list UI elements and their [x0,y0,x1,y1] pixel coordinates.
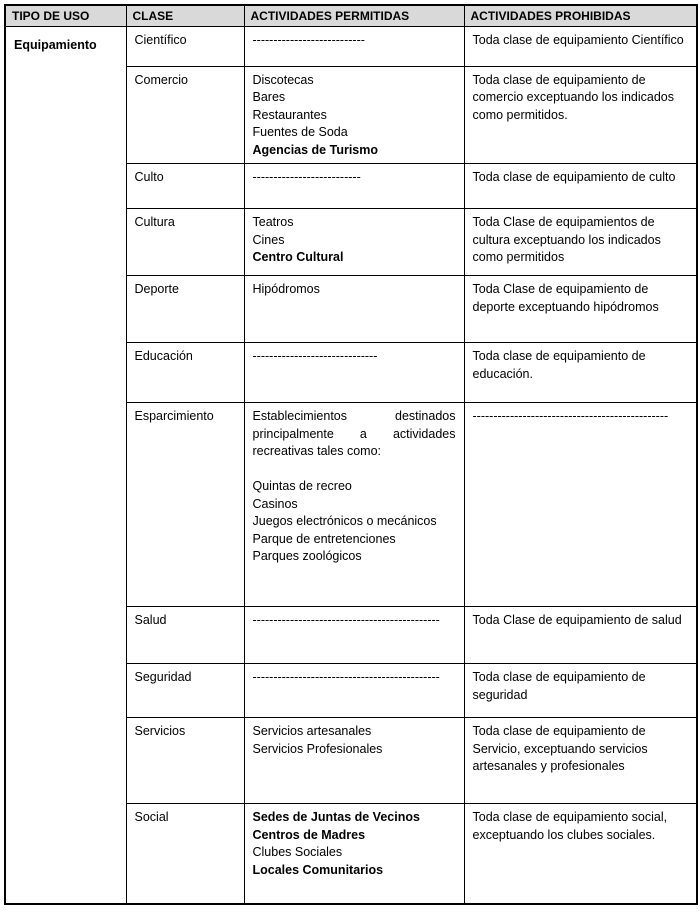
permitida-line: Parques zoológicos [252,549,362,563]
permitida-line: Parque de entretenciones [252,531,396,546]
permitida-line: Cines [252,232,285,247]
header-actividades-prohibidas: ACTIVIDADES PROHIBIDAS [464,5,697,26]
clase-cell: Científico [126,26,244,66]
header-row [5,5,697,26]
actividades-permitidas-cell [244,403,464,607]
actividades-permitidas-cell [244,26,464,66]
actividades-prohibidas-cell: Toda Clase de equipamiento de deporte exceptuando hipódromos [464,276,697,343]
clase-cell: Comercio [126,66,244,164]
permitida-line: Centro Cultural [252,250,344,264]
header-tipo-de-uso: TIPO DE USO [5,5,126,26]
permitida-line: Casinos [252,496,298,511]
permitida-line: Agencias de Turismo [252,142,378,157]
actividades-permitidas-cell [244,664,464,718]
permitida-line: Fuentes de Soda [252,125,348,139]
permitida-line: --------------------------- [252,32,365,47]
permitida-line: Servicios artesanales [252,724,372,738]
table-row [5,26,697,66]
actividades-prohibidas-cell: ----------------------------------------------- [464,403,697,607]
permitida-line: Sedes de Juntas de Vecinos [252,810,420,824]
clase-cell: Servicios [126,718,244,804]
actividades-permitidas-cell [244,607,464,664]
actividades-prohibidas-cell: Toda clase de equipamiento de seguridad [464,664,697,718]
clase-cell: Seguridad [126,664,244,718]
permitida-line: Bares [252,90,286,104]
actividades-prohibidas-cell: Toda clase de equipamiento de comercio exceptuando los indicados como permitidos. [464,66,697,164]
actividades-permitidas-cell [244,804,464,904]
clase-cell: Educación [126,343,244,403]
header-clase: CLASE [126,5,244,26]
clase-cell: Salud [126,607,244,664]
permitida-line: Juegos electrónicos o mecánicos [252,514,437,528]
permitida-line: ------------------------------ [252,349,378,363]
actividades-prohibidas-cell: Toda Clase de equipamientos de cultura exceptuando los indicados como permitidos [464,209,697,276]
blank-line [253,461,456,479]
permitida-line: Restaurantes [252,107,327,122]
clase-cell: Esparcimiento [126,403,244,607]
permitida-line: --------------------------------------------- [252,670,440,684]
permitida-line: Teatros [252,215,294,229]
permitida-line: Locales Comunitarios [252,862,384,877]
actividades-prohibidas-cell: Toda clase de equipamiento de culto [464,164,697,209]
land-use-table [4,4,698,905]
permitida-line: -------------------------- [252,170,361,184]
actividades-permitidas-cell [244,209,464,276]
clase-cell: Social [126,804,244,904]
clase-cell: Deporte [126,276,244,343]
tipo-de-uso-cell [5,26,126,904]
actividades-prohibidas-cell: Toda clase de equipamiento social, exceptuando los clubes sociales. [464,804,697,904]
permitida-line: Quintas de recreo [252,479,352,493]
permitida-line: Servicios Profesionales [252,741,383,756]
actividades-prohibidas-cell: Toda clase de equipamiento Científico [464,26,697,66]
clase-cell: Cultura [126,209,244,276]
actividades-prohibidas-cell: Toda clase de equipamiento de Servicio, exceptuando servicios artesanales y profesionales [464,718,697,804]
permitida-line: --------------------------------------------- [252,613,440,627]
permitida-line: Establecimientos destinados principalmente a actividades recreativas tales como: [252,409,459,458]
actividades-permitidas-cell [244,276,464,343]
actividades-permitidas-cell [244,164,464,209]
permitida-line: Centros de Madres [252,827,366,842]
actividades-prohibidas-cell: Toda clase de equipamiento de educación. [464,343,697,403]
header-actividades-permitidas: ACTIVIDADES PERMITIDAS [244,5,464,26]
actividades-permitidas-cell [244,66,464,164]
actividades-permitidas-cell [244,343,464,403]
clase-cell: Culto [126,164,244,209]
permitida-line: Clubes Sociales [252,845,343,859]
actividades-prohibidas-cell: Toda Clase de equipamiento de salud [464,607,697,664]
permitida-line: Discotecas [252,72,314,87]
permitida-line: Hipódromos [252,282,320,296]
actividades-permitidas-cell [244,718,464,804]
tipo-de-uso-label: Equipamiento [14,37,97,52]
